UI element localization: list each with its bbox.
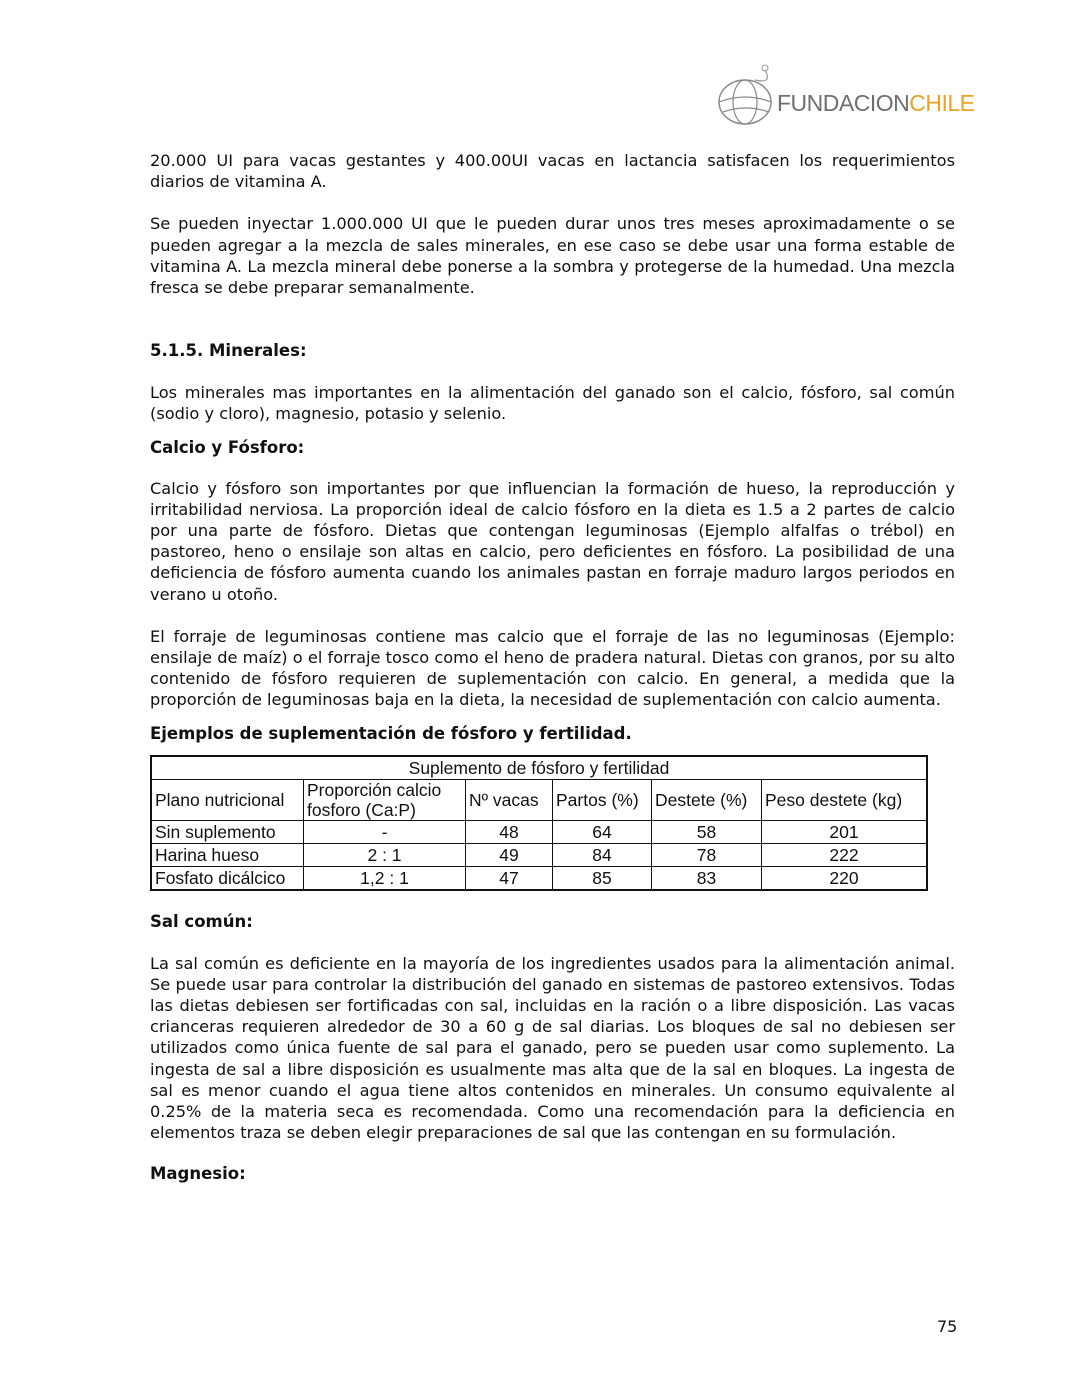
paragraph-sal-comun: La sal común es deficiente en la mayoría de los ingredientes usados para la alimentación animal. Se puede usar para controlar la distribución del ganado en sistemas de pastoreo extensivos. Todas las dietas debiesen ser fortificadas con sal, incluidas en la ración o a libre disposición. Las vacas crianceras requieren alrededor de 30 a 60 g de sal diarias. Los bloques de sal no debiesen ser utilizados como única fuente de sal para el ganado, pero se pueden usar como suplemento. La ingesta de sal a libre disposición es usualmente mas alta que de la sal en bloques. La ingesta de sal es menor cuando el agua tiene altos contenidos en minerales. Un consumo equivalente al 0.25% de la materia seca es recomendada. Como una recomendación para la deficiencia en elementos traza se deben elegir preparaciones de sal que las contengan en su formulación. (150, 953, 955, 1143)
document-body (150, 150, 955, 1184)
table-cell: Harina hueso (151, 843, 304, 866)
page-number: 75 (937, 1317, 958, 1336)
table-cell: 48 (466, 820, 553, 843)
table-title-row (151, 756, 927, 780)
table-cell: 2 : 1 (304, 843, 466, 866)
table-title: Suplemento de fósforo y fertilidad (151, 756, 927, 780)
phosphorus-fertility-table (150, 755, 928, 891)
paragraph-forraje-leguminosas: El forraje de leguminosas contiene mas calcio que el forraje de las no leguminosas (Ejemplo: ensilaje de maíz) o el forraje tosco como el heno de pradera natural. Dietas con granos, por su alto contenido de fósforo requieren de suplementación con calcio. En general, a medida que la proporción de leguminosas baja en la dieta, la necesidad de suplementación con calcio aumenta. (150, 626, 955, 710)
paragraph-minerals-intro: Los minerales mas importantes en la alimentación del ganado son el calcio, fósforo, sal común (sodio y cloro), magnesio, potasio y selenio. (150, 383, 955, 424)
table-cell: 47 (466, 866, 553, 890)
globe-icon (715, 62, 785, 132)
header-cell: Nº vacas (466, 779, 553, 820)
table-cell: 1,2 : 1 (304, 866, 466, 890)
header-cell: Partos (%) (553, 779, 652, 820)
table-cell: 49 (466, 843, 553, 866)
logo-text (777, 90, 974, 117)
subtitle-calcio-fosforo: Calcio y Fósforo: (150, 437, 305, 457)
paragraph-calcio-fosforo: Calcio y fósforo son importantes por que influencian la formación de hueso, la reproducción y irritabilidad nerviosa. La proporción ideal de calcio fósforo en la dieta es 1.5 a 2 partes de calcio por una parte de fósforo. Dietas que contengan leguminosas (Ejemplo alfalfas o trébol) en pastoreo, heno o ensilaje son altas en calcio, pero deficientes en fósforo. La posibilidad de una deficiencia de fósforo aumenta cuando los animales pastan en forraje maduro largos periodos en verano u otoño. (150, 478, 955, 604)
table-cell: 83 (652, 866, 762, 890)
table-row (151, 820, 927, 843)
header-cell: Proporción calcio fosforo (Ca:P) (304, 779, 466, 820)
table-row (151, 866, 927, 890)
header-cell: Destete (%) (652, 779, 762, 820)
table-cell: Fosfato dicálcico (151, 866, 304, 890)
logo-text-primary: FUNDACION (777, 90, 910, 116)
table-cell: Sin suplemento (151, 820, 304, 843)
table-cell: - (304, 820, 466, 843)
subtitle-sal-comun: Sal común: (150, 911, 253, 931)
logo-text-accent: CHILE (909, 90, 975, 116)
header-cell: Plano nutricional (151, 779, 304, 820)
subtitle-ejemplos-suplementacion: Ejemplos de suplementación de fósforo y fertilidad. (150, 723, 632, 743)
subtitle-magnesio: Magnesio: (150, 1164, 246, 1184)
table-cell: 84 (553, 843, 652, 866)
table-cell: 201 (762, 820, 928, 843)
table-header-row (151, 779, 927, 820)
paragraph-vitamin-a-requirements: 20.000 UI para vacas gestantes y 400.00UI vacas en lactancia satisfacen los requerimientos diarios de vitamina A. (150, 151, 955, 192)
table-cell: 78 (652, 843, 762, 866)
header-cell: Peso destete (kg) (762, 779, 928, 820)
table-row (151, 843, 927, 866)
table-cell: 58 (652, 820, 762, 843)
section-title-minerales: 5.1.5. Minerales: (150, 341, 307, 361)
table-cell: 64 (553, 820, 652, 843)
table-cell: 220 (762, 866, 928, 890)
table-cell: 222 (762, 843, 928, 866)
fundacion-chile-logo (715, 62, 975, 132)
table-cell: 85 (553, 866, 652, 890)
paragraph-vitamin-a-injection: Se pueden inyectar 1.000.000 UI que le pueden durar unos tres meses aproximadamente o se pueden agregar a la mezcla de sales minerales, en ese caso se debe usar una forma estable de vitamina A. La mezcla mineral debe ponerse a la sombra y protegerse de la humedad. Una mezcla fresca se debe preparar semanalmente. (150, 214, 955, 298)
